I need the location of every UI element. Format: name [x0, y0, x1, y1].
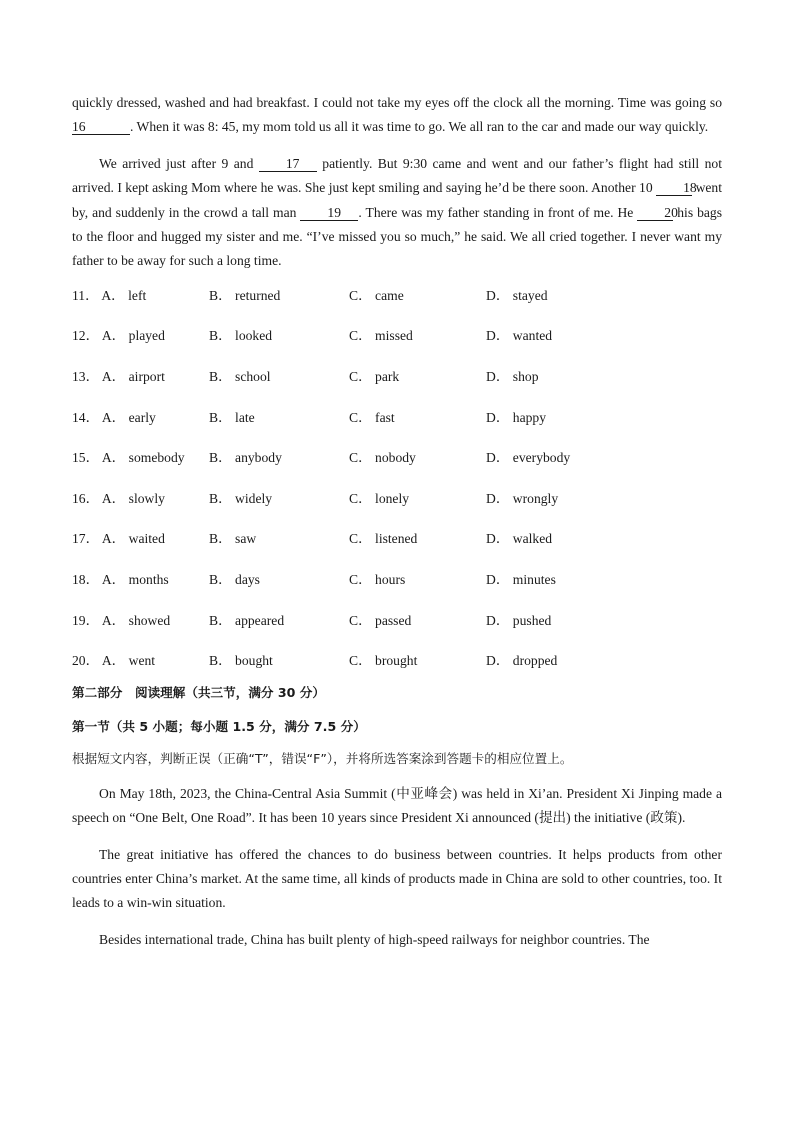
question-row: [72, 410, 722, 451]
blank-20: 20: [637, 205, 673, 221]
question-row: [72, 613, 722, 654]
question-16-option-d: D． wrongly: [486, 490, 559, 506]
question-17-option-d: D． walked: [486, 531, 553, 547]
question-14-option-c: C． fast: [349, 409, 395, 425]
question-row: [72, 288, 722, 329]
question-15-option-a: 15． A． somebody: [72, 450, 185, 466]
question-13-option-d: D． shop: [486, 369, 539, 385]
passage-text: patiently. But 9:30 came and went and our father’s flight had still not arrived. I kept asking Mom where he was. She just kept smiling and saying he’d be there soon. Another 10: [72, 155, 722, 196]
question-15-option-b: B． anybody: [209, 450, 282, 466]
question-14-option-b: B． late: [209, 409, 255, 425]
passage-text: went by, and suddenly in the crowd a tall man: [72, 180, 722, 220]
question-row: [72, 531, 722, 572]
question-18-option-c: C． hours: [349, 572, 406, 587]
question-row: [72, 491, 722, 532]
question-row: [72, 450, 722, 491]
blank-18: 18: [656, 180, 692, 196]
question-12-option-c: C． missed: [349, 328, 413, 344]
blank-16: 16: [72, 119, 130, 135]
question-row: [72, 328, 722, 369]
passage-text: his bags to the floor and hugged my sister and me. “I’ve missed you so much,” he said. We all cried together. I never want my father to be away for such a long time.: [72, 204, 722, 269]
reading-paragraph-1: On May 18th, 2023, the China-Central Asia Summit (中亚峰会) was held in Xi’an. President Xi Jinping made a speech on “One Belt, One Road”. It has been 10 years since President Xi announced (提出) the initiative (政策).: [72, 785, 722, 826]
question-15-option-d: D． everybody: [486, 450, 571, 466]
question-19-option-d: D． pushed: [486, 612, 552, 628]
passage-text: . There was my father standing in front of me. He: [358, 204, 634, 220]
question-16-option-c: C． lonely: [349, 490, 410, 506]
question-row: [72, 369, 722, 410]
question-20-option-a: 20． A． went: [72, 653, 156, 669]
question-row: [72, 653, 722, 694]
question-16-option-b: B． widely: [209, 490, 273, 506]
question-13-option-c: C． park: [349, 369, 400, 385]
question-20-option-d: D． dropped: [486, 653, 558, 669]
question-20-option-b: B． bought: [209, 653, 273, 669]
question-list: [72, 288, 722, 694]
question-17-option-b: B． saw: [209, 531, 257, 547]
question-11-option-d: D． stayed: [486, 287, 548, 303]
question-18-option-d: D． minutes: [486, 572, 556, 587]
question-16-option-a: 16． A． slowly: [72, 490, 165, 506]
passage-text: . When it was 8: 45, my mom told us all it was time to go. We all ran to the car and made our way quickly.: [130, 119, 709, 135]
question-11-option-a: 11． A． left: [72, 287, 147, 303]
question-14-option-a: 14． A． early: [72, 409, 156, 425]
blank-17: 17: [259, 156, 317, 172]
question-19-option-a: 19． A． showed: [72, 612, 171, 628]
question-11-option-c: C． came: [349, 287, 404, 303]
blank-19: 19: [300, 205, 358, 221]
passage-paragraph-1: [72, 91, 722, 140]
question-11-option-b: B． returned: [209, 287, 281, 303]
question-18-option-a: 18． A． months: [72, 572, 169, 587]
question-15-option-c: C． nobody: [349, 450, 416, 466]
reading-paragraph-3: Besides international trade, China has built plenty of high-speed railways for neighbor countries. The: [99, 931, 650, 947]
question-19-option-c: C． passed: [349, 612, 412, 628]
question-12-option-d: D． wanted: [486, 328, 553, 344]
question-20-option-c: C． brought: [349, 653, 418, 669]
part-2-title: 第二部分 阅读理解（共三节，满分 30 分）: [72, 684, 325, 700]
question-12-option-b: B． looked: [209, 328, 273, 344]
passage-paragraph-2: [72, 152, 722, 274]
question-row: [72, 572, 722, 613]
passage-text: We arrived just after 9 and: [99, 155, 254, 171]
question-18-option-b: B． days: [209, 572, 260, 587]
section-1-title: 第一节（共 5 小题；每小题 1.5 分，满分 7.5 分）: [72, 718, 366, 734]
question-17-option-c: C． listened: [349, 531, 418, 547]
question-13-option-b: B． school: [209, 369, 271, 385]
instruction-text: 根据短文内容，判断正误（正确“T”，错误“F”），并将所选答案涂到答题卡的相应位置上。: [72, 750, 573, 766]
reading-paragraph-2: The great initiative has offered the chances to do business between countries. It helps products from other countries enter China’s market. At the same time, all kinds of products made in China are sold to other countries, too. It leads to a win-win situation.: [72, 846, 722, 911]
question-17-option-a: 17． A． waited: [72, 531, 165, 547]
exam-page: [72, 91, 722, 952]
question-19-option-b: B． appeared: [209, 612, 285, 628]
passage-text: quickly dressed, washed and had breakfast. I could not take my eyes off the clock all the morning. Time was going so: [72, 95, 722, 110]
question-12-option-a: 12． A． played: [72, 328, 165, 344]
question-14-option-d: D． happy: [486, 409, 547, 425]
question-13-option-a: 13． A． airport: [72, 369, 165, 385]
